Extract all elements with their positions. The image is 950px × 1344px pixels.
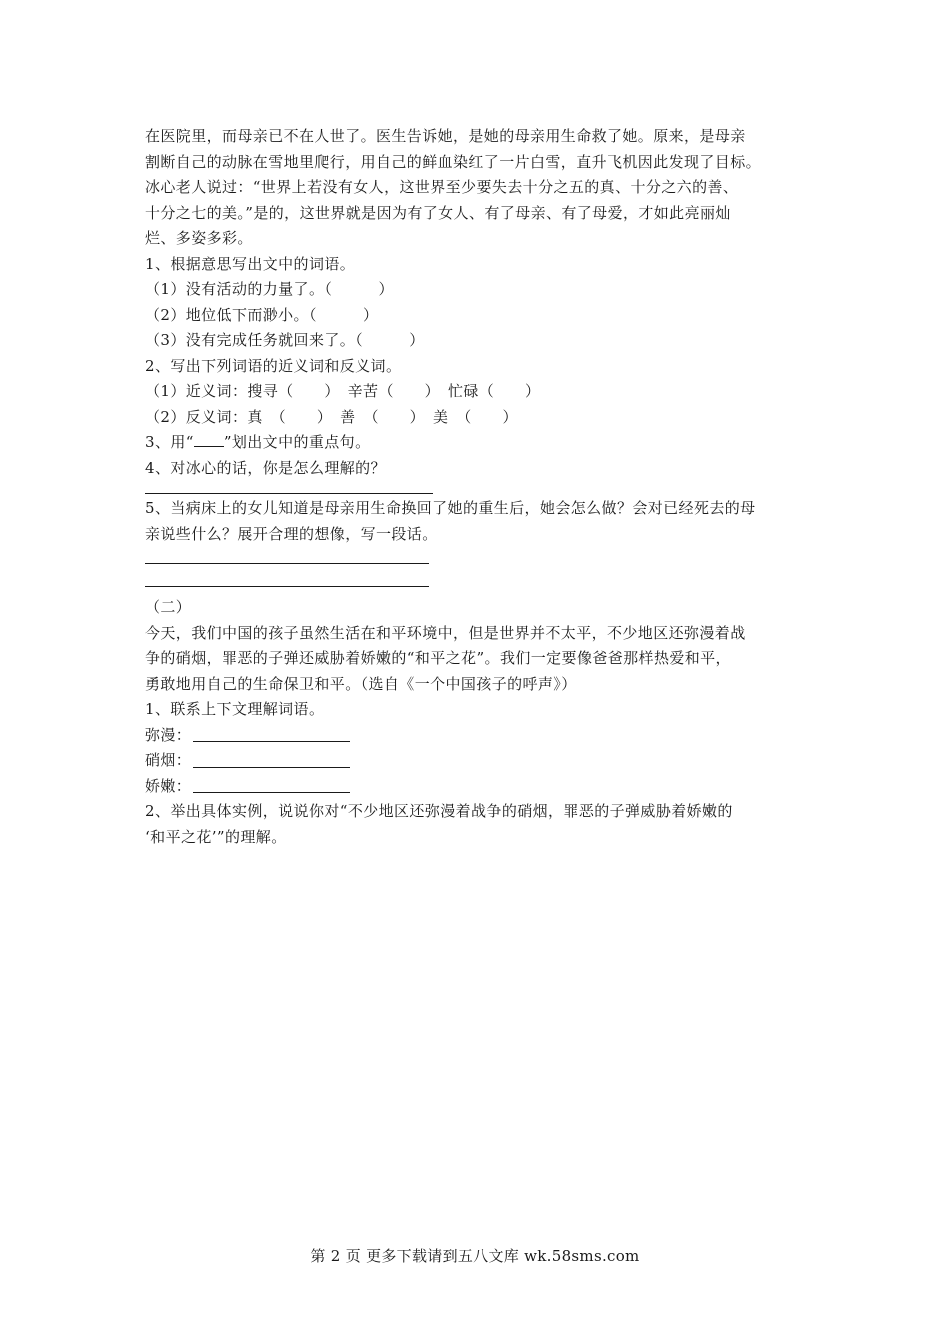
- passage-line: 争的硝烟，罪恶的子弹还威胁着娇嫩的“和平之花”。我们一定要像爸爸那样热爱和平，: [145, 649, 731, 667]
- answer-line[interactable]: [193, 751, 350, 768]
- question-4: [145, 456, 810, 495]
- question-line: 2、举出具体实例，说说你对“不少地区还弥漫着战争的硝烟，罪恶的子弹威胁着娇嫩的: [145, 802, 733, 820]
- answer-line[interactable]: [145, 547, 429, 564]
- question-title: 4、对冰心的话，你是怎么理解的？: [145, 458, 386, 477]
- passage-line: 割断自己的动脉在雪地里爬行，用自己的鲜血染红了一片白雪，直升飞机因此发现了目标。: [145, 152, 762, 171]
- field-label: 硝烟：: [145, 751, 192, 769]
- question-item: （1）近义词：搜寻（ ） 辛苦（ ） 忙碌（ ）: [145, 382, 541, 400]
- question-1: [145, 252, 810, 354]
- question-3-prefix: 3、用“: [145, 433, 194, 451]
- underline-mark: [194, 432, 224, 447]
- passage-line: 今天，我们中国的孩子虽然生活在和平环境中，但是世界并不太平，不少地区还弥漫着战: [145, 623, 746, 642]
- passage-line: 在医院里，而母亲已不在人世了。医生告诉她，是她的母亲用生命救了她。原来，是母亲: [145, 127, 746, 145]
- passage-line: 勇敢地用自己的生命保卫和平。（选自《一个中国孩子的呼声》）: [145, 674, 577, 693]
- question-item: （1）没有活动的力量了。（ ）: [145, 280, 394, 298]
- question-2: [145, 354, 810, 431]
- vocab-field: [145, 723, 810, 749]
- passage-1: [145, 124, 810, 252]
- page-footer: 第 2 页 更多下载请到五八文库 wk.58sms.com: [310, 1247, 640, 1265]
- question-title: 1、联系上下文理解词语。: [145, 700, 325, 718]
- question-line: 亲说些什么？展开合理的想像，写一段话。: [145, 524, 438, 543]
- question-title: 1、根据意思写出文中的词语。: [145, 254, 356, 273]
- question-3: [145, 430, 810, 456]
- question-3-suffix: ”划出文中的重点句。: [223, 433, 371, 451]
- answer-line[interactable]: [193, 725, 350, 742]
- question-item: （2）地位低下而渺小。（ ）: [145, 305, 379, 324]
- document-page: [145, 124, 810, 850]
- question-5: [145, 496, 810, 587]
- question-item: （2）反义词：真 （ ） 善 （ ） 美 （ ）: [145, 407, 518, 426]
- passage-line: 烂、多姿多彩。: [145, 229, 253, 247]
- field-label: 娇嫩：: [145, 776, 192, 795]
- passage-line: 十分之七的美。”是的，这世界就是因为有了女人、有了母亲、有了母爱，才如此亮丽灿: [145, 203, 731, 222]
- question-line: 5、当病床上的女儿知道是母亲用生命换回了她的重生后，她会怎么做？会对已经死去的母: [145, 499, 756, 517]
- vocab-field: [145, 748, 810, 774]
- field-label: 弥漫：: [145, 725, 192, 744]
- question-item: （3）没有完成任务就回来了。（ ）: [145, 331, 425, 349]
- passage-line: 冰心老人说过：“世界上若没有女人，这世界至少要失去十分之五的真、十分之六的善、: [145, 178, 739, 196]
- section-2: [145, 595, 810, 850]
- question-title: 2、写出下列词语的近义词和反义词。: [145, 356, 402, 375]
- vocab-field: [145, 774, 810, 800]
- section-heading: （二）: [145, 598, 192, 616]
- answer-line[interactable]: [145, 481, 433, 494]
- question-line: ‘和平之花’”的理解。: [145, 827, 287, 846]
- answer-line[interactable]: [193, 776, 350, 793]
- answer-line[interactable]: [145, 564, 429, 587]
